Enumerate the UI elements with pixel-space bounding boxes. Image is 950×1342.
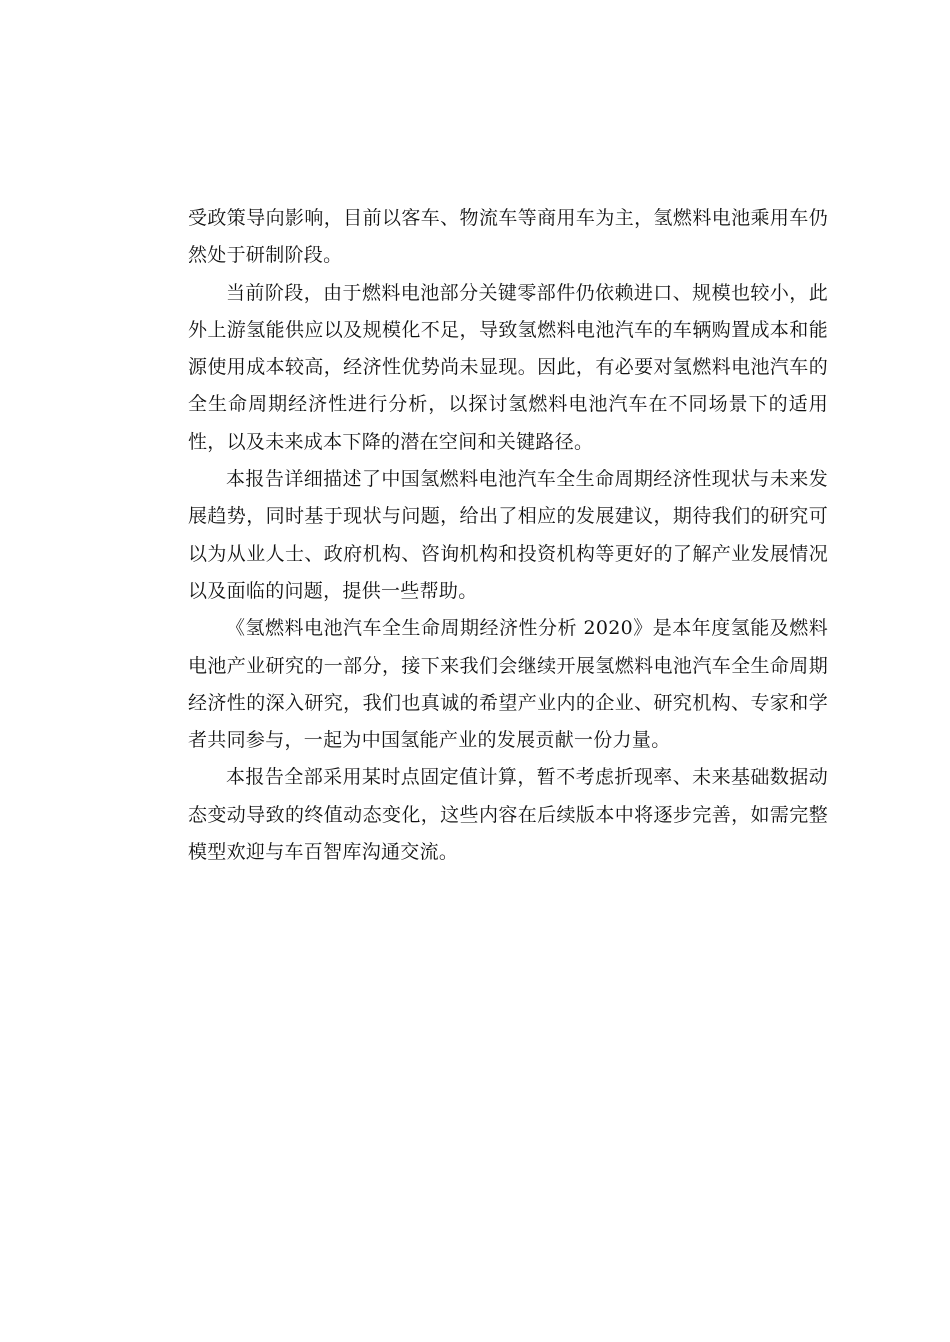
paragraph-4: 《氢燃料电池汽车全生命周期经济性分析 2020》是本年度氢能及燃料电池产业研究的一部分，接下来我们会继续开展氢燃料电池汽车全生命周期经济性的深入研究，我们也真诚的希望产业内的企业、研究机构、专家和学者共同参与，一起为中国氢能产业的发展贡献一份力量。 <box>188 617 828 752</box>
paragraph-3: 本报告详细描述了中国氢燃料电池汽车全生命周期经济性现状与未来发展趋势，同时基于现状与问题，给出了相应的发展建议，期待我们的研究可以为从业人士、政府机构、咨询机构和投资机构等更好的了解产业发展情况以及面临的问题，提供一些帮助。 <box>188 468 828 602</box>
paragraph-1: 受政策导向影响，目前以客车、物流车等商用车为主，氢燃料电池乘用车仍然处于研制阶段。 <box>188 207 828 267</box>
paragraph-2: 当前阶段，由于燃料电池部分关键零部件仍依赖进口、规模也较小，此外上游氢能供应以及规模化不足，导致氢燃料电池汽车的车辆购置成本和能源使用成本较高，经济性优势尚未显现。因此，有必要对氢燃料电池汽车的全生命周期经济性进行分析，以探讨氢燃料电池汽车在不同场景下的适用性，以及未来成本下降的潜在空间和关键路径。 <box>188 281 828 453</box>
document-body <box>188 200 828 871</box>
paragraph-5: 本报告全部采用某时点固定值计算，暂不考虑折现率、未来基础数据动态变动导致的终值动态变化，这些内容在后续版本中将逐步完善，如需完整模型欢迎与车百智库沟通交流。 <box>188 766 828 864</box>
